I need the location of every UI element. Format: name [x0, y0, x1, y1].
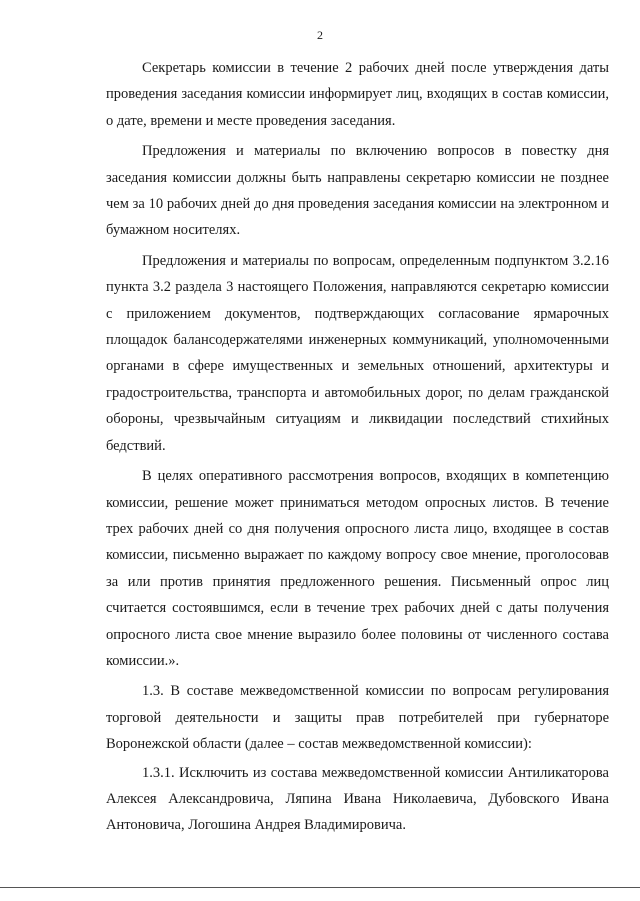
paragraph-section-1-3: 1.3. В составе межведомственной комиссии по вопросам регулирования торговой деятельности и защиты прав потребителей при губернаторе Воронежской области (далее – состав межведомственной комиссии):	[106, 683, 609, 753]
paragraph-secretary-notice: Секретарь комиссии в течение 2 рабочих дней после утверждения даты проведения заседания комиссии информирует лиц, входящих в состав комиссии, о дате, времени и месте проведения заседания.	[106, 60, 609, 129]
paragraph-section-1-3-1: 1.3.1. Исключить из состава межведомственной комиссии Антиликаторова Алексея Александровича, Ляпина Ивана Николаевича, Дубовского Ивана Антоновича, Логошина Андрея Владимировича.	[106, 764, 609, 834]
paragraph-agenda-proposals: Предложения и материалы по включению вопросов в повестку дня заседания комиссии должны быть направлены секретарю комиссии не позднее чем за 10 рабочих дней до дня проведения заседания комиссии на электронном и бумажном носителях.	[106, 143, 609, 239]
page-number: 2	[317, 28, 323, 42]
paragraph-fair-site-materials: Предложения и материалы по вопросам, определенным подпунктом 3.2.16 пункта 3.2 раздела 3 настоящего Положения, направляются секретарю комиссии с приложением документов, подтверждающих согласование ярмарочных площадок балансодержателями инженерных коммуникаций, уполномоченными органами в сфере имущественных и земельных отношений, архитектуры и градостроительства, транспорта и автомобильных дорог, по делам гражданской обороны, чрезвычайным ситуациям и ликвидации последствий стихийных бедствий.	[106, 252, 609, 454]
bottom-divider	[0, 887, 640, 888]
paragraph-questionnaire-voting: В целях оперативного рассмотрения вопросов, входящих в компетенцию комиссии, решение может приниматься методом опросных листов. В течение трех рабочих дней со дня получения опросного листа лицо, входящее в состав комиссии, письменно выражает по каждому вопросу свое мнение, проголосовав за или против принятия предложенного решения. Письменный опрос лиц считается состоявшимся, если в течение трех рабочих дней с даты получения опросного листа свое мнение выразило более половины от численного состава комиссии.».	[106, 468, 609, 669]
document-body	[106, 55, 609, 843]
